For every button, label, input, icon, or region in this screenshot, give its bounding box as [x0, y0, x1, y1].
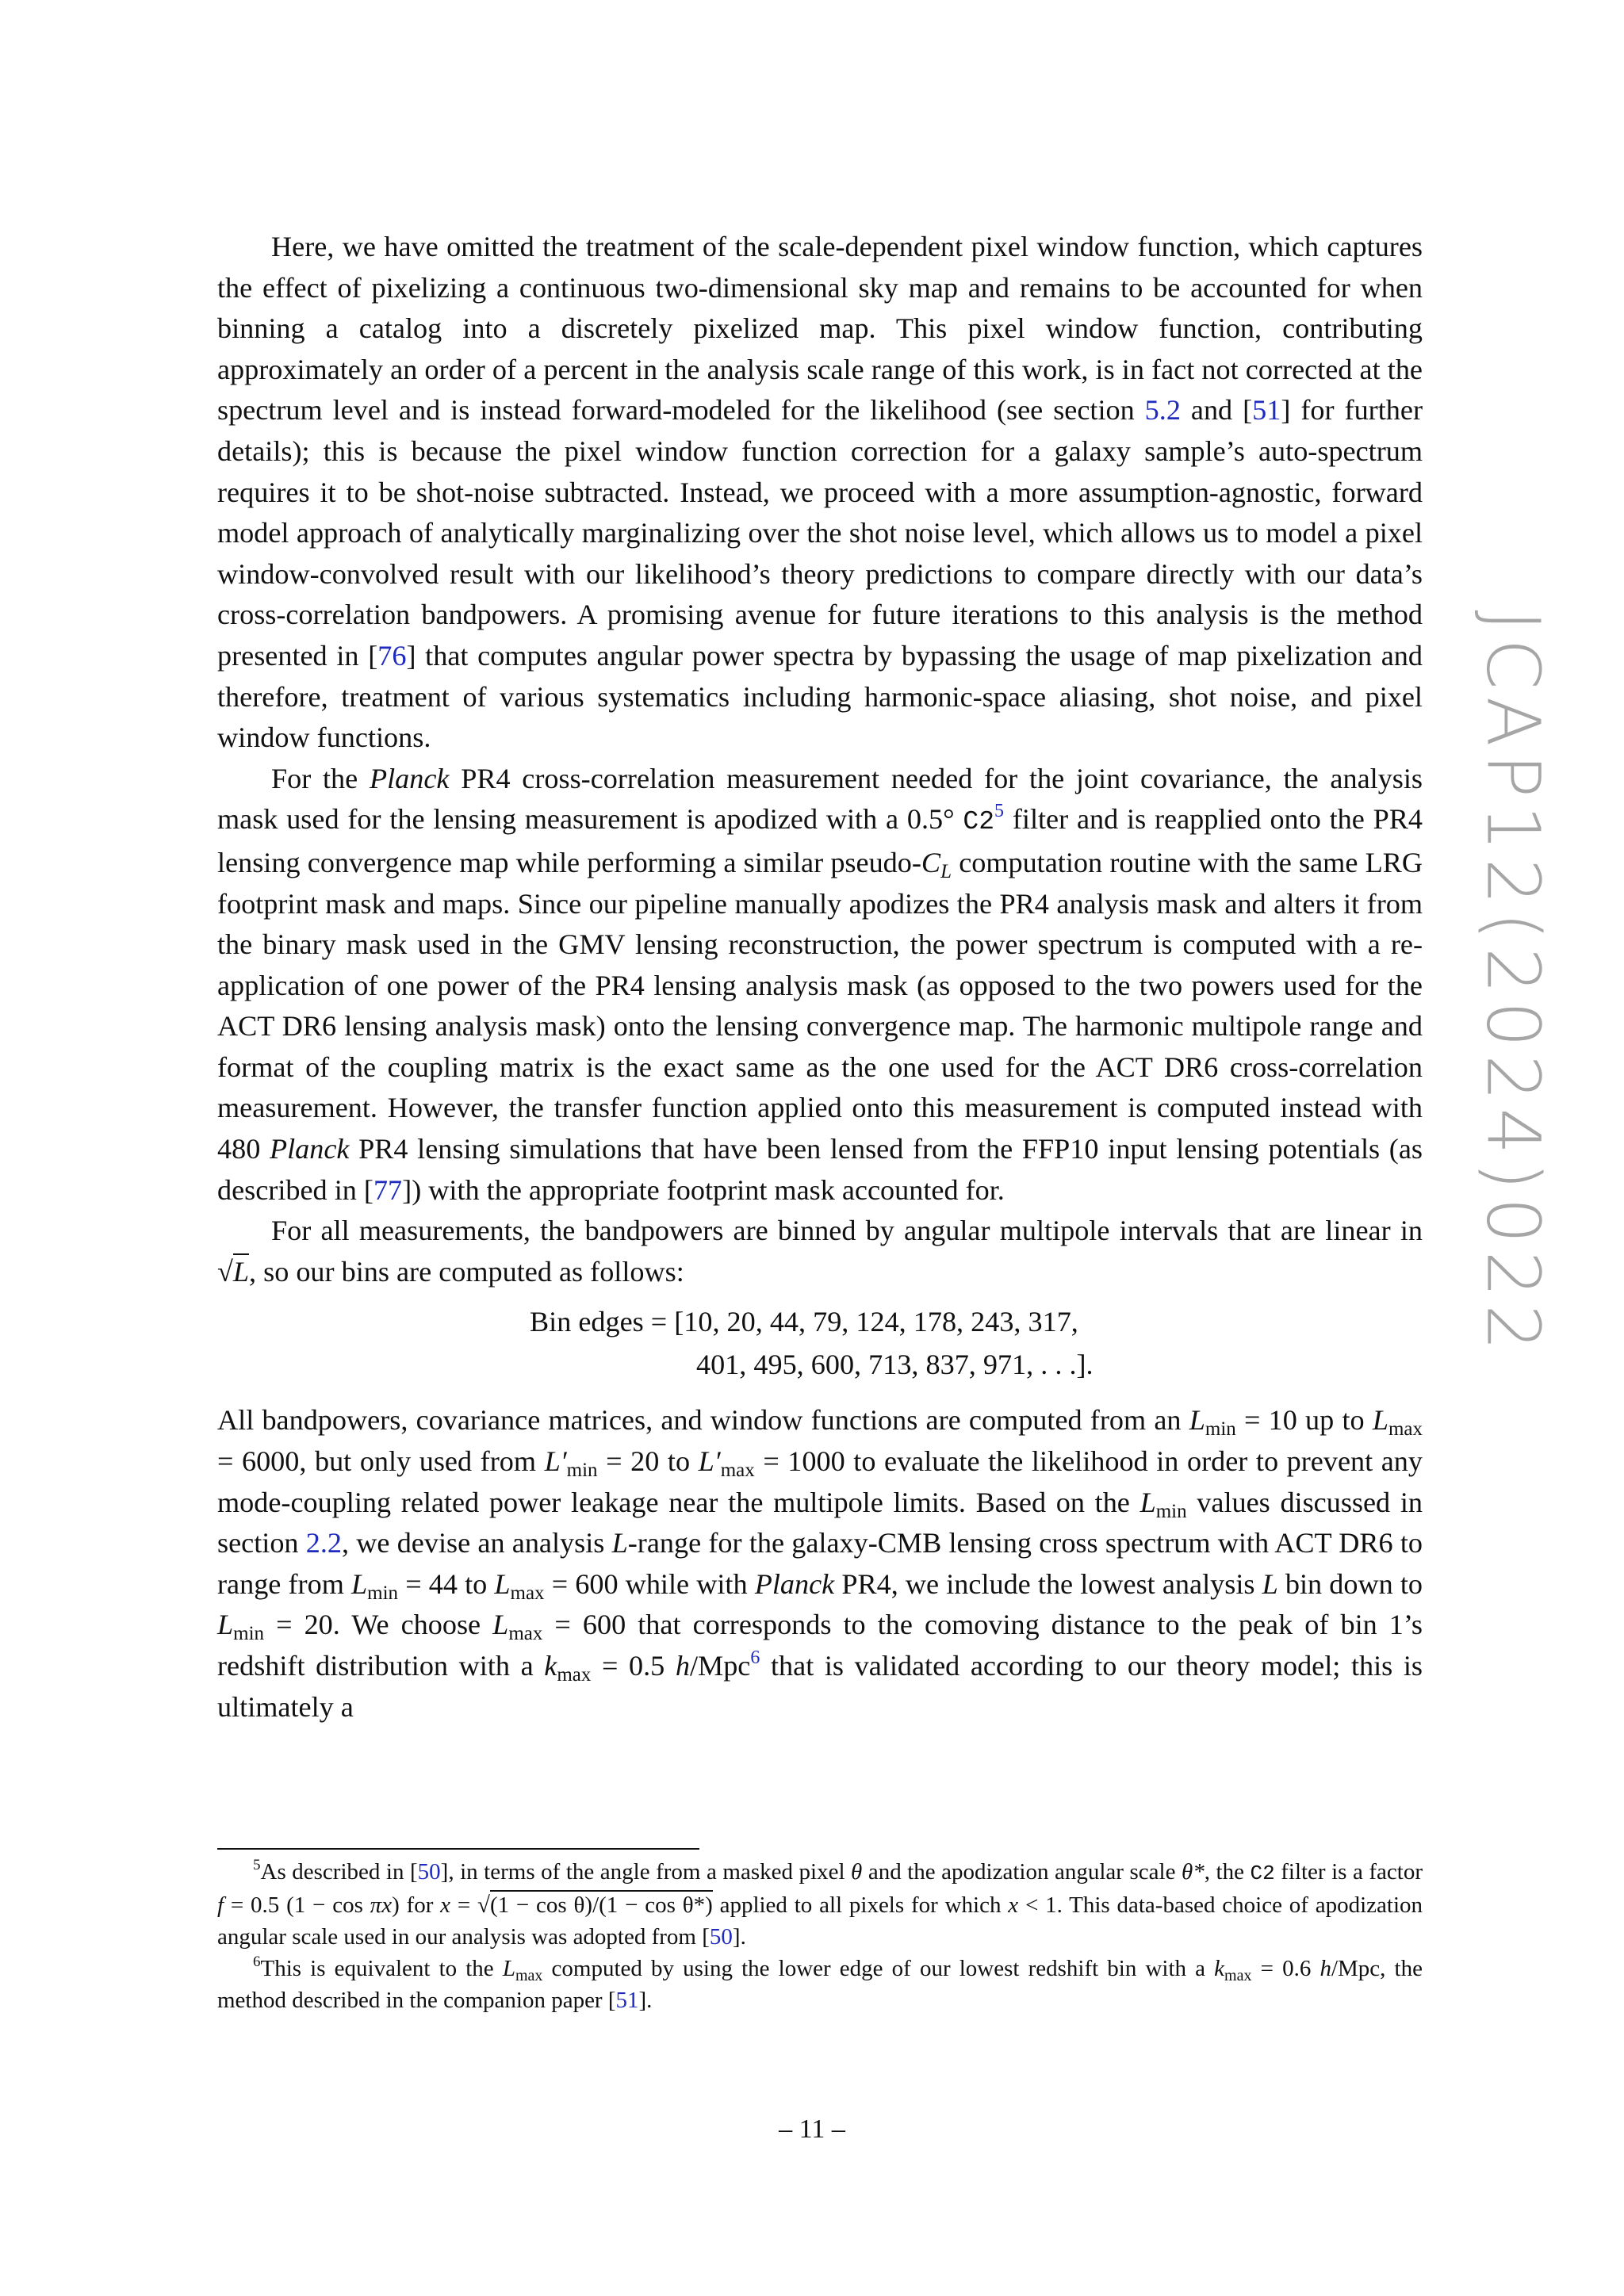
text: =: [450, 1892, 478, 1918]
text: = 20. We choose: [264, 1609, 493, 1641]
citation-link[interactable]: 51: [615, 1988, 639, 2013]
footnote-mark: 5: [994, 801, 1005, 822]
math-symbol: πx: [370, 1892, 393, 1918]
math-symbol: L: [492, 1609, 509, 1641]
text: ] for further details); this is because the pixel window function correction for a galaxy sample’s auto-spectrum requires it to be shot-noise subtracted. Instead, we proceed with a more assumption-agnostic, forward model approach of analytically marginalizing over the shot noise level, which allows us to model a pixel window-convolved result with our likelihood’s theory predictions to compare directly with our data’s cross-correlation bandpowers. A promising avenue for future iterations to this analysis is the method presented in [: [217, 394, 1423, 672]
text: = 1000 to evaluate the likelihood in order to prevent any mode-coupling related power leakage near the multipole limits. Based on the: [217, 1445, 1423, 1518]
footnote-number: 6: [253, 1954, 261, 1970]
journal-identifier: JCAP12(2024)022: [1470, 610, 1556, 1358]
math-subscript: max: [515, 1967, 543, 1984]
text: This is equivalent to the: [260, 1956, 503, 1981]
paragraph-binning: [217, 1211, 1423, 1292]
math-symbol: L: [494, 1567, 511, 1600]
text: applied to all pixels for which: [712, 1892, 1009, 1918]
math-symbol: L: [611, 1527, 628, 1559]
math-symbol: k: [1214, 1956, 1225, 1981]
math-subscript: max: [720, 1460, 755, 1482]
text: values discussed in section: [217, 1486, 1423, 1559]
sqrt-sign: √: [217, 1255, 233, 1288]
math-symbol: h: [675, 1650, 690, 1682]
math-symbol: θ*: [1181, 1859, 1205, 1885]
math-symbol: C: [921, 846, 941, 878]
footnote-link[interactable]: [994, 803, 1004, 835]
text: = 44 to: [398, 1567, 495, 1600]
citation-link[interactable]: 50: [709, 1924, 733, 1950]
text: PR4 lensing simulations that have been lensed from the FFP10 input lensing potentials (as described in [: [217, 1133, 1423, 1206]
paragraph-planck-pr4: [217, 759, 1423, 1211]
math-subscript: min: [566, 1460, 598, 1482]
citation-link[interactable]: 51: [1252, 394, 1281, 427]
citation-link[interactable]: 76: [377, 639, 407, 672]
math-symbol: k: [544, 1650, 557, 1682]
section-link[interactable]: 2.2: [305, 1527, 342, 1559]
footnote-rule: [217, 1848, 699, 1850]
math-subscript: max: [508, 1623, 543, 1645]
math-symbol: L: [217, 1609, 234, 1641]
equation-line: Bin edges = [10, 20, 44, 79, 124, 178, 243, 317,: [530, 1306, 1078, 1338]
paragraph-pixel-window: [217, 227, 1423, 759]
text: PR4 cross-correlation measurement needed for the joint covariance, the analysis mask used for the lensing measurement is apodized with a 0.5°: [217, 762, 1423, 836]
math-symbol: L: [1262, 1567, 1278, 1600]
text: ].: [638, 1988, 653, 2013]
text: , we devise an analysis: [341, 1527, 612, 1559]
text: = 20 to: [597, 1445, 699, 1478]
filter-name: C2: [1250, 1862, 1275, 1885]
planck-name: Planck: [269, 1133, 350, 1165]
bin-edges-equation: [217, 1300, 1423, 1386]
planck-name: Planck: [369, 762, 450, 794]
text: ]) with the appropriate footprint mask accounted for.: [402, 1173, 1005, 1206]
text: and the apodization angular scale: [862, 1859, 1182, 1885]
filter-name: C2: [963, 807, 995, 837]
math-symbol: L: [351, 1567, 368, 1600]
math-symbol: L: [1189, 1404, 1205, 1437]
text: = 600 while with: [544, 1567, 755, 1600]
math-subscript: max: [557, 1664, 592, 1686]
text: -range for the galaxy-CMB lensing cross spectrum with ACT DR6 to range from: [217, 1527, 1423, 1600]
planck-name: Planck: [754, 1567, 835, 1600]
math-symbol: L: [502, 1956, 515, 1981]
section-link[interactable]: 5.2: [1144, 394, 1181, 427]
math-symbol: x: [440, 1892, 451, 1918]
text: < 1. This data-based choice of apodization angular scale used in our analysis was adopted from [: [217, 1892, 1423, 1950]
math-subscript: min: [1205, 1418, 1236, 1441]
equation-line: 401, 495, 600, 713, 837, 971, . . .].: [696, 1349, 1094, 1381]
math-subscript: max: [510, 1582, 545, 1604]
math-subscript: max: [1388, 1418, 1423, 1441]
text: ] that computes angular power spectra by bypassing the usage of map pixelization and therefore, treatment of various systematics including harmonic-space aliasing, shot noise, and pixel window functions.: [217, 639, 1423, 754]
text: For the: [271, 762, 370, 794]
math-subscript: min: [367, 1582, 399, 1604]
citation-link[interactable]: 77: [373, 1173, 403, 1206]
main-text: [217, 227, 1423, 1728]
text: All bandpowers, covariance matrices, and window functions are computed from an: [217, 1404, 1189, 1437]
math-symbol: L: [1372, 1404, 1388, 1437]
text: = 10 up to: [1235, 1404, 1373, 1437]
text: = 0.6: [1251, 1956, 1320, 1981]
math-symbol: f: [217, 1892, 224, 1918]
text: Here, we have omitted the treatment of the scale-dependent pixel window function, which captures the effect of pixelizing a continuous two-dimensional sky map and remains to be accounted for when binning a catalog into a discretely pixelized map. This pixel window function, contributing approximately an order of a percent in the analysis scale range of this work, is in fact not corrected at the spectrum level and is instead forward-modeled for the likelihood (see section: [217, 231, 1423, 427]
page-number: – 11 –: [779, 2114, 845, 2144]
journal-identifier-sidebar: [1457, 611, 1568, 1357]
text: computed by using the lower edge of our lowest redshift bin with a: [542, 1956, 1215, 1981]
footnote-link[interactable]: [750, 1647, 760, 1682]
text: = 0.5 (1 − cos: [224, 1892, 370, 1918]
text: For all measurements, the bandpowers are binned by angular multipole intervals that are linear in: [271, 1215, 1423, 1247]
footnotes: [217, 1856, 1423, 2016]
text: , the: [1204, 1859, 1251, 1885]
footnote-6: [217, 1953, 1423, 2016]
math-radicand: (1 − cos θ)/(1 − cos θ*): [490, 1890, 713, 1918]
math-subscript: max: [1224, 1967, 1252, 1984]
math-subscript: min: [233, 1623, 265, 1645]
math-symbol: x: [1008, 1892, 1019, 1918]
text: /Mpc, the method described in the companion paper [: [217, 1956, 1423, 2013]
math-symbol: θ: [851, 1859, 863, 1885]
math-symbol: L: [1139, 1486, 1156, 1518]
text: filter is a factor: [1274, 1859, 1423, 1885]
footnote-mark: 6: [750, 1647, 760, 1668]
paragraph-multipole-range: [217, 1400, 1423, 1728]
text: ], in terms of the angle from a masked pixel: [440, 1859, 852, 1885]
text: ].: [732, 1924, 746, 1950]
math-symbol: L′: [544, 1445, 567, 1478]
footnote-number: 5: [253, 1857, 261, 1873]
math-symbol: L′: [698, 1445, 721, 1478]
text: that is validated according to our theory model; this is ultimately a: [217, 1650, 1423, 1723]
sqrt-sign: √: [477, 1892, 490, 1918]
footnote-5: [217, 1856, 1423, 1953]
text: PR4, we include the lowest analysis: [834, 1567, 1262, 1600]
text: /Mpc: [689, 1650, 751, 1682]
text: = 600 that corresponds to the comoving distance to the peak of bin 1’s redshift distribution with a: [217, 1609, 1423, 1682]
math-symbol: L: [233, 1253, 249, 1288]
text: = 6000, but only used from: [217, 1445, 545, 1478]
text: and [: [1180, 394, 1253, 427]
text: bin down to: [1277, 1567, 1423, 1600]
text: = 0.5: [591, 1650, 676, 1682]
text: ) for: [392, 1892, 441, 1918]
math-subscript: min: [1155, 1500, 1187, 1522]
text: computation routine with the same LRG footprint mask and maps. Since our pipeline manually apodizes the PR4 analysis mask and alters it from the binary mask used in the GMV lensing reconstruction, the power spectrum is computed with a re-application of one power of the PR4 lensing analysis mask (as opposed to the two powers used for the ACT DR6 lensing analysis mask) onto the lensing convergence map. The harmonic multipole range and format of the coupling matrix is the exact same as the one used for the ACT DR6 cross-correlation measurement. However, the transfer function applied onto this measurement is computed instead with 480: [217, 846, 1423, 1165]
text: , so our bins are computed as follows:: [249, 1255, 684, 1288]
math-symbol: h: [1320, 1956, 1331, 1981]
math-subscript: L: [940, 860, 952, 882]
citation-link[interactable]: 50: [417, 1859, 441, 1885]
text: As described in [: [260, 1859, 418, 1885]
text: filter and is reapplied onto the PR4 lensing convergence map while performing a similar pseudo-: [217, 803, 1423, 878]
